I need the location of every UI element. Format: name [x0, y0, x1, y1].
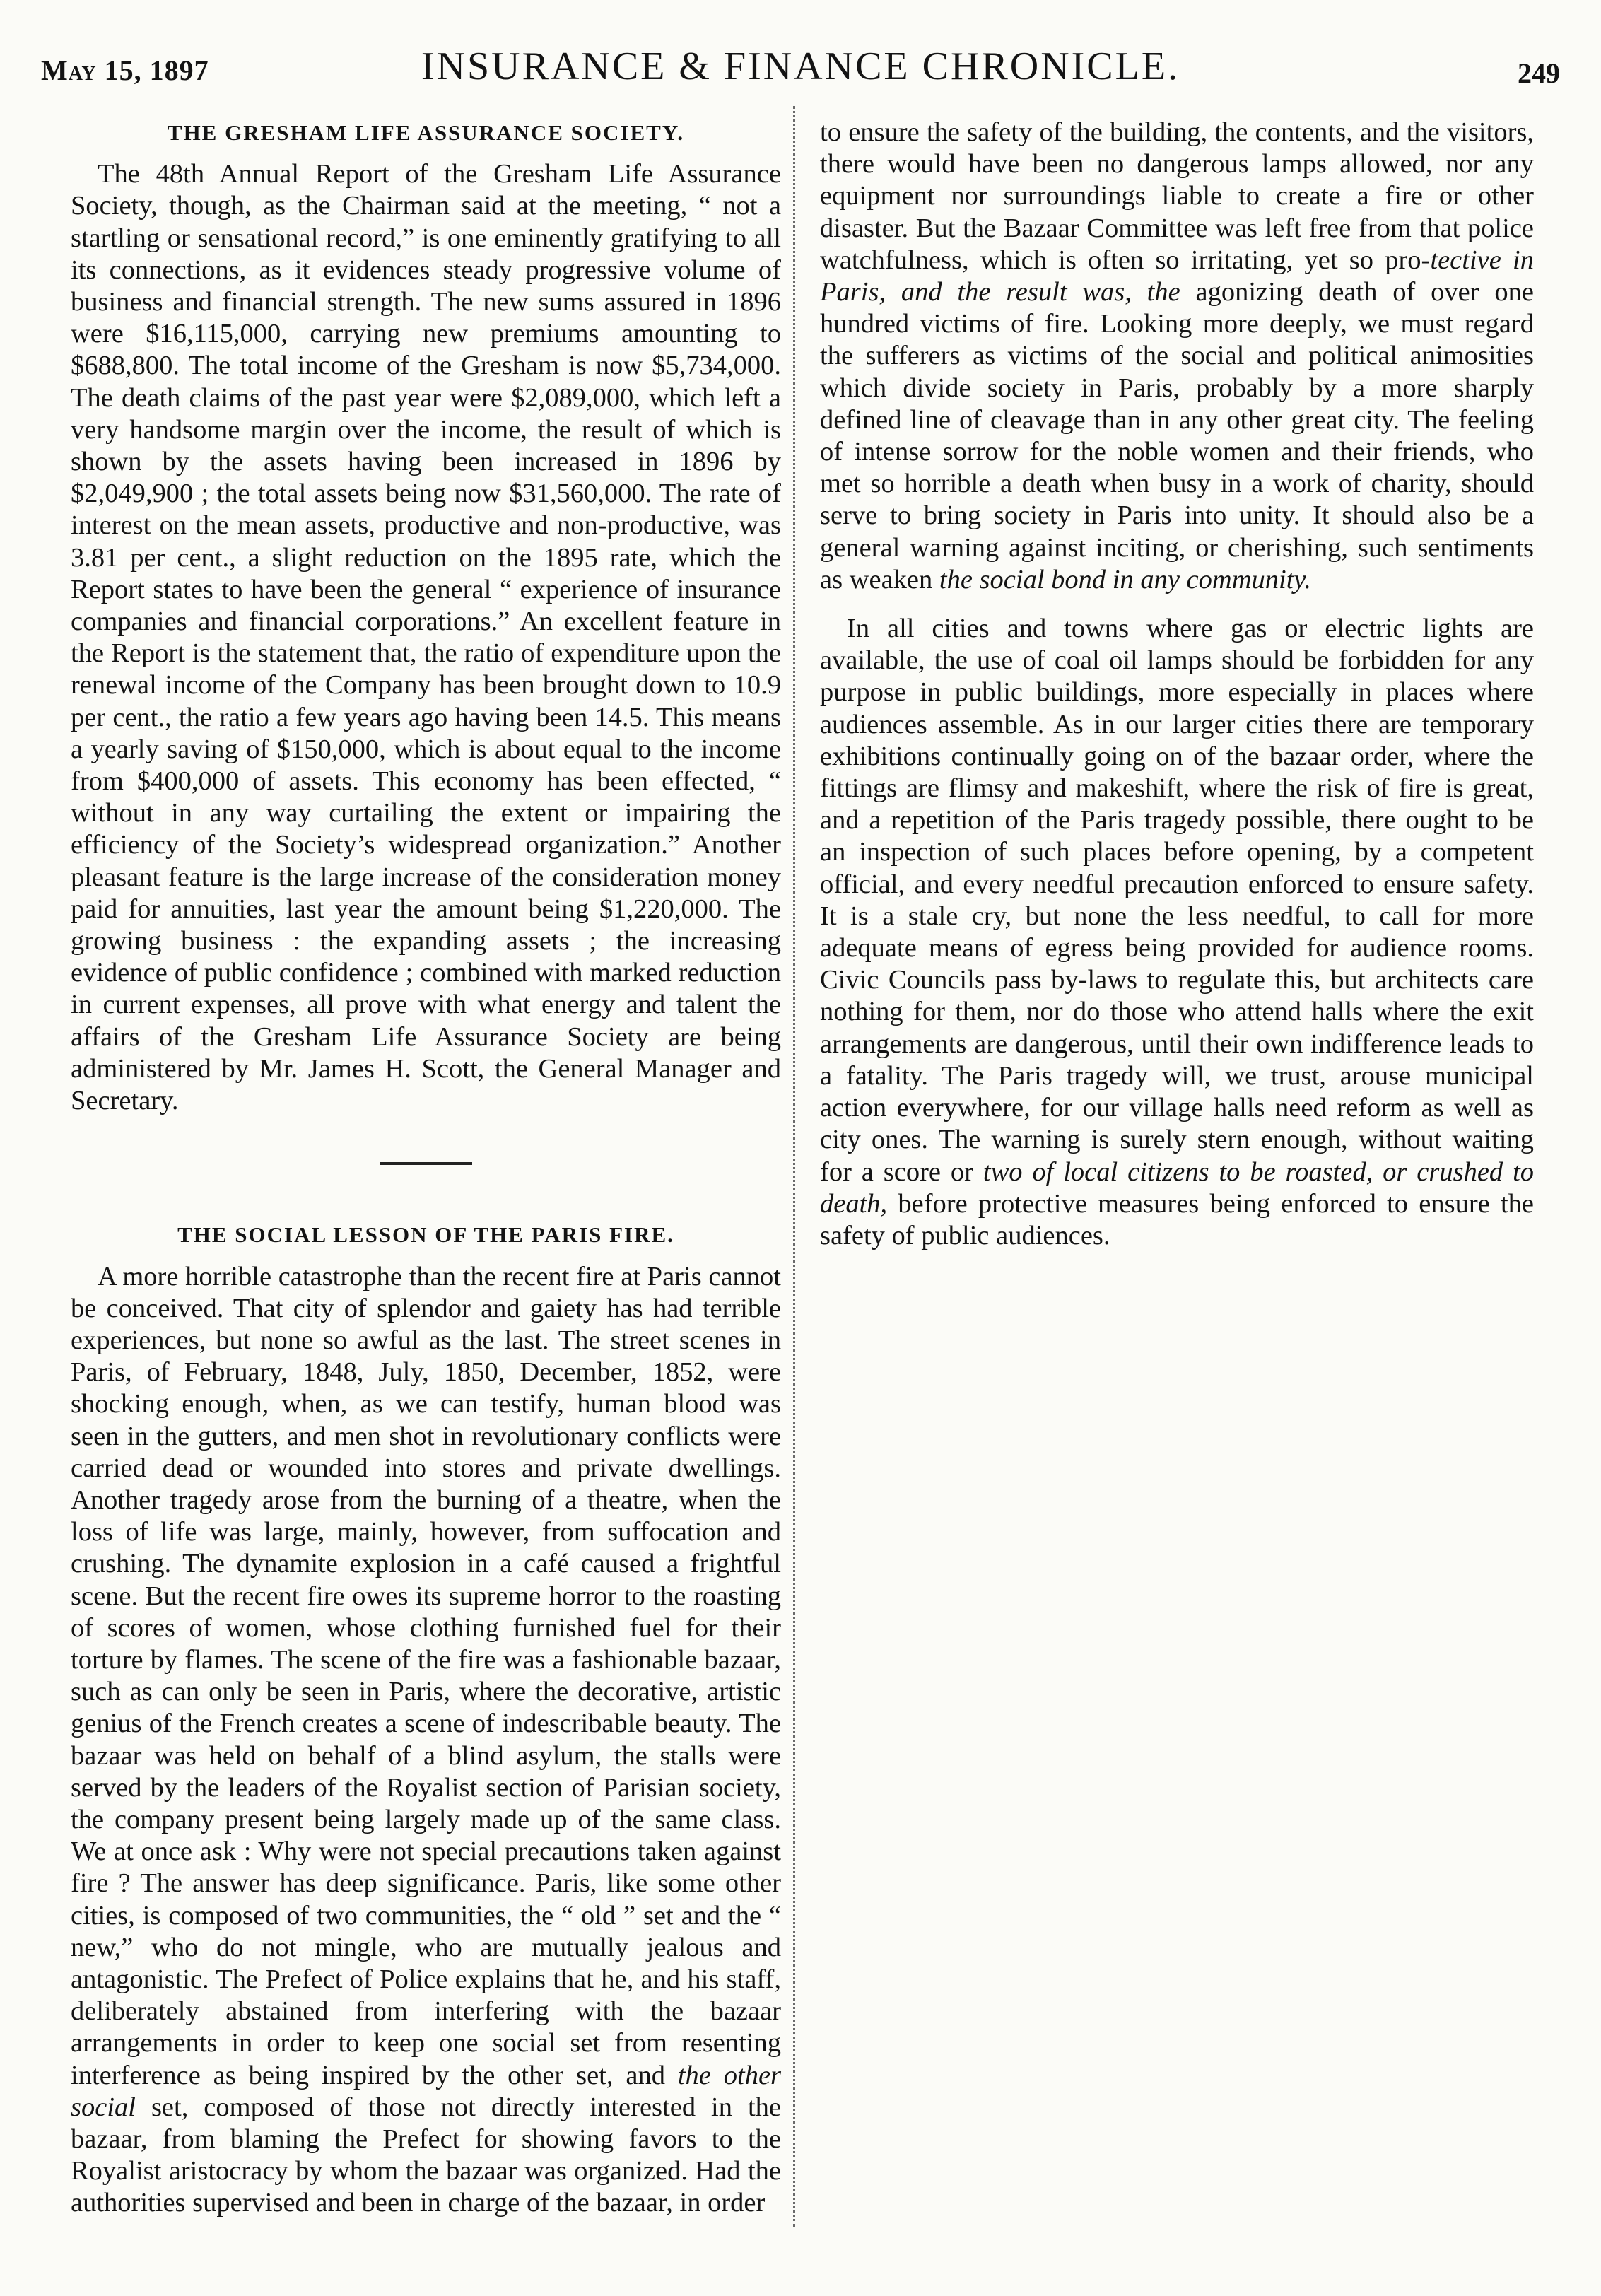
article-body-paris-fire-p1: [820, 117, 1534, 596]
right-column: [820, 117, 1534, 1252]
paris-fire-p1-emphasis-3: the social bond in any community.: [939, 564, 1311, 594]
left-column: [71, 117, 781, 2220]
article-body-gresham: The 48th Annual Report of the Gresham Life Assurance Society, though, as the Chairman said at the meeting, “ not a startling or sensational record,” is one eminently gratifying to all its connections, as it evidences steady progressive volume of business and financial strength. The new sums assured in 1896 were $16,115,000, carrying new premiums amounting to $688,800. The total income of the Gresham is now $5,734,000. The death claims of the past year were $2,089,000, which left a very handsome margin over the income, the result of which is shown by the assets having been increased in 1896 by $2,049,900 ; the total assets being now $31,560,000. The rate of interest on the mean assets, productive and non-productive, was 3.81 per cent., a slight reduction on the 1895 rate, which the Report states to have been the general “ experience of insurance companies and financial corporations.” An excellent feature in the Report is the statement that, the ratio of expenditure upon the renewal income of the Company has been brought down to 10.9 per cent., the ratio a few years ago having been 14.5. This means a yearly saving of $150,000, which is about equal to the income from $400,000 of assets. This economy has been effected, “ without in any way curtailing the extent or impairing the efficiency of the Society’s widespread organization.” Another pleasant feature is the large increase of the consideration money paid for annuities, last year the amount being $1,220,000. The growing business : the expanding assets ; the increasing evidence of public confidence ; combined with marked reduction in current expenses, all prove with what energy and talent the affairs of the Gresham Life Assurance Society are being administered by Mr. James H. Scott, the General Manager and Secretary.: [71, 159, 781, 1116]
article-title-paris-fire: THE SOCIAL LESSON OF THE PARIS FIRE.: [177, 1222, 674, 1248]
issue-date: May 15, 1897: [41, 54, 209, 86]
paris-fire-p1-emphasis-2: tective in Paris, and the result was, the: [820, 245, 1534, 308]
article-title-gresham: THE GRESHAM LIFE ASSURANCE SOCIETY.: [167, 120, 685, 145]
article-body-paris-fire-p1-start: [71, 1261, 781, 2220]
paris-fire-p1-text-b: to ensure the safety of the building, the contents, and the visitors, there would have been no dangerous lamps allowed, nor any equipment nor surroundings liable to create a fire or other disaster. But the Bazaar Committee was left free from that police watchfulness, which is often so irritating, yet so pro-: [820, 117, 1534, 275]
page-number: 249: [1518, 57, 1560, 89]
running-head: [41, 44, 1560, 93]
paris-fire-p1-text-a-part: A more horrible catastrophe than the recent fire at Paris cannot be conceived. That city of splendor and gaiety has had terrible experiences, but none so awful as the last. The street scenes in Paris, of February, 1848, July, 1850, December, 1852, were shocking enough, when, as we can testify, human blood was seen in the gutters, and men shot in revolutionary conflicts were carried dead or wounded into stores and private dwellings. Another tragedy arose from the burning of a theatre, when the loss of life was large, mainly, however, from suffocation and crushing. The dynamite explosion in a café caused a frightful scene. But the recent fire owes its supreme horror to the roasting of scores of women, whose clothing furnished fuel for their torture by flames. The scene of the fire was a fashionable bazaar, such as can only be seen in Paris, where the decorative, artistic genius of the French creates a scene of indescribable beauty. The bazaar was held on behalf of a blind asylum, the stalls were served by the leaders of the Royalist section of Parisian society, the company present being largely made up of the same class. We at once ask : Why were not special precautions taken against fire ? The answer has deep significance. Paris, like some other cities, is composed of two communities, the “ old ” set and the “ new,” who do not mingle, who are mutually jealous and antagonistic. The Prefect of Police explains that he, and his staff, deliberately abstained from interfering with the bazaar arrangements in order to keep one social set from resenting interference as being inspired by the other set, and: [71, 1261, 781, 2090]
paris-fire-p1-text-b-part: set, composed of those not directly interested in the bazaar, from blaming the Prefect for showing favors to the Royalist aristocracy by whom the bazaar was organized. Had the authorities supervised and been in charge of the bazaar, in order: [71, 2092, 781, 2218]
paris-fire-p2-text-b: before protective measures being enforced to ensure the safety of public audiences.: [820, 1188, 1534, 1250]
paris-fire-p2-emphasis: two of local citizens to be roasted, or crushed to death,: [820, 1156, 1535, 1219]
article-separator: [380, 1162, 472, 1165]
paris-fire-p1-text-c: agonizing death of over one hundred victims of fire. Looking more deeply, we must regard the sufferers as victims of the social and political animosities which divide society in Paris, probably by a more sharply defined line of cleavage than in any other great city. The feeling of intense sorrow for the noble women and their friends, who met so horrible a death when busy in a work of charity, should serve to bring society in Paris into unity. It should also be a general warning against inciting, or cherishing, such sentiments as weaken: [820, 277, 1534, 594]
column-divider: [793, 106, 795, 2227]
publication-title: INSURANCE & FINANCE CHRONICLE.: [421, 45, 1180, 88]
article-body-paris-fire-p2: [820, 613, 1534, 1252]
paris-fire-p1-emphasis-1-part: the other social: [71, 2060, 782, 2122]
paris-fire-p2-text-a: In all cities and towns where gas or electric lights are available, the use of coal oil lamps should be forbidden for any purpose in public buildings, more especially in places where audiences assemble. As in our larger cities there are temporary exhibitions continually going on of the bazaar order, where the fittings are flimsy and makeshift, where the risk of fire is great, and a repetition of the Paris tragedy possible, there ought to be an inspection of such places before opening, by a competent official, and every needful precaution enforced to ensure safety. It is a stale cry, but none the less needful, to call for more adequate means of egress being provided for audience rooms. Civic Councils pass by-laws to regulate this, but architects care nothing for them, nor do those who attend halls where the exit arrangements are dangerous, until their own indifference leads to a fatality. The Paris tragedy will, we trust, arouse municipal action everywhere, for our village halls need reform as well as city ones. The warning is surely stern enough, without waiting for a score or: [820, 614, 1534, 1187]
text-part: [665, 2061, 678, 2090]
